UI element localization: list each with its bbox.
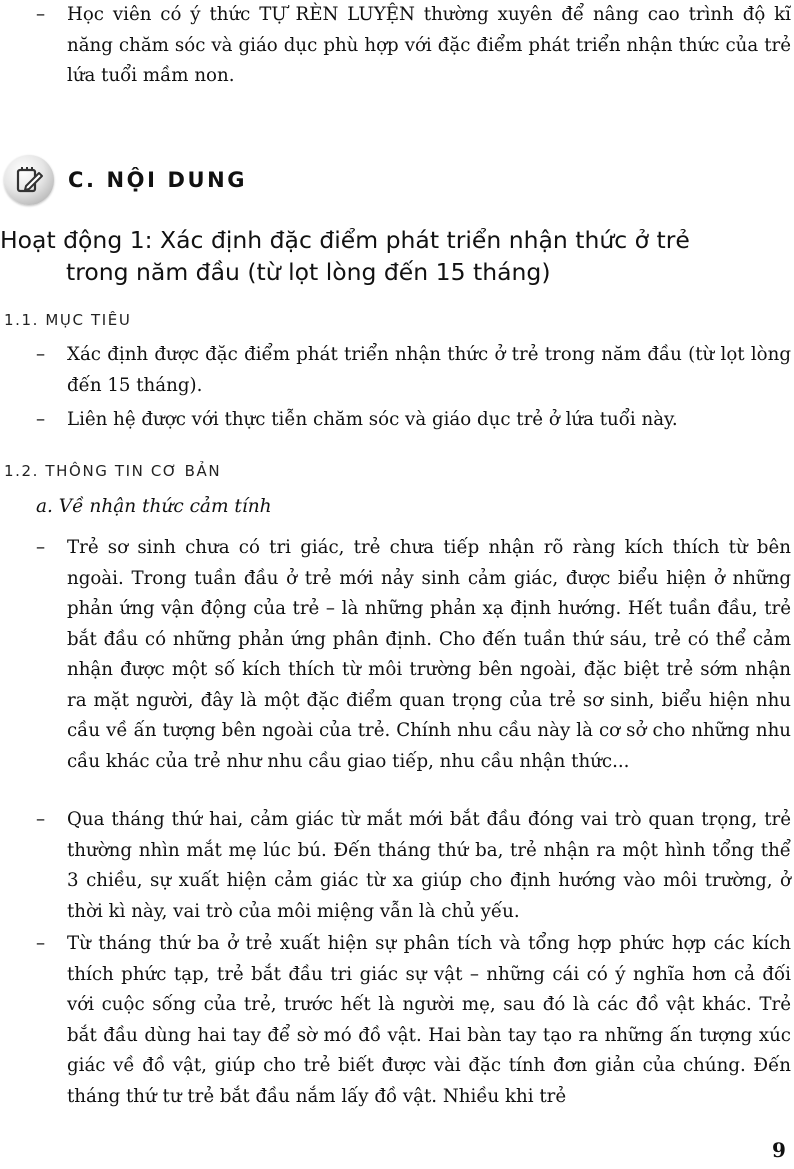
bullet-text: Từ tháng thứ ba ở trẻ xuất hiện sự phân tích và tổng hợp phức hợp các kích thích phức tạp, trẻ bắt đầu tri giác sự vật – những cái có ý nghĩa hơn cả đối với cuộc sống của trẻ, trước hết là người mẹ, sau đó là các đồ vật khác. Trẻ bắt đầu dùng hai tay để sờ mó đồ vật. Hai bàn tay tạo ra những ấn tượng xúc giác về đồ vật, giúp cho trẻ biết được vài đặc tính đơn giản của chúng. Đến tháng thứ tư trẻ bắt đầu nắm lấy đồ vật. Nhiều khi trẻ [67,933,791,1107]
basic-info-heading: 1.2. THÔNG TIN CƠ BẢN [4,462,222,480]
perception-subheading: a. Về nhận thức cảm tính [36,496,272,517]
bullet-dash: – [36,537,46,558]
section-heading [4,155,404,213]
page-number: 9 [772,1138,786,1162]
bullet-text: Học viên có ý thức TỰ RÈN LUYỆN thường xuyên để nâng cao trình độ kĩ năng chăm sóc và giáo dục phù hợp với đặc điểm phát triển nhận thức của trẻ lứa tuổi mầm non. [67,4,791,86]
bullet-text: Qua tháng thứ hai, cảm giác từ mắt mới bắt đầu đóng vai trò quan trọng, trẻ thường nhìn mắt mẹ lúc bú. Đến tháng thứ ba, trẻ nhận ra một hình tổng thể 3 chiều, sự xuất hiện cảm giác từ xa giúp cho định hướng vào môi trường, ở thời kì này, vai trò của môi miệng vẫn là chủ yếu. [67,809,791,922]
bullet-dash: – [36,809,46,830]
activity-title-line1: Hoạt động 1: Xác định đặc điểm phát triển nhận thức ở trẻ [0,226,690,254]
activity-title [0,224,794,288]
info-paragraph [0,805,794,927]
info-paragraph [0,533,794,777]
activity-title-line2: trong năm đầu (từ lọt lòng đến 15 tháng) [66,258,551,286]
bullet-dash: – [36,4,46,25]
objective-item [0,405,794,436]
bullet-dash: – [36,344,46,365]
info-paragraph [0,929,794,1112]
bullet-text: Xác định được đặc điểm phát triển nhận thức ở trẻ trong năm đầu (từ lọt lòng đến 15 tháng). [67,344,791,396]
bullet-text: Trẻ sơ sinh chưa có tri giác, trẻ chưa tiếp nhận rõ ràng kích thích từ bên ngoài. Trong tuần đầu ở trẻ mới nảy sinh cảm giác, được biểu hiện ở những phản ứng vận động của trẻ – là những phản xạ định hướng. Hết tuần đầu, trẻ bắt đầu có những phản ứng phân định. Cho đến tuần thứ sáu, trẻ có thể cảm nhận được một số kích thích từ môi trường bên ngoài, đặc biệt trẻ sớm nhận ra mặt người, đây là một đặc điểm quan trọng của trẻ sơ sinh, biểu hiện nhu cầu về ấn tượng bên ngoài của trẻ. Chính nhu cầu này là cơ sở cho những nhu cầu khác của trẻ như nhu cầu giao tiếp, nhu cầu nhận thức... [67,537,791,772]
bullet-dash: – [36,409,46,430]
intro-bullet [0,0,794,92]
bullet-text: Liên hệ được với thực tiễn chăm sóc và giáo dục trẻ ở lứa tuổi này. [67,409,678,430]
objective-item [0,340,794,401]
bullet-dash: – [36,933,46,954]
section-title: C. NỘI DUNG [68,168,248,192]
objectives-heading: 1.1. MỤC TIÊU [4,311,132,329]
notepad-pencil-icon [4,155,54,205]
